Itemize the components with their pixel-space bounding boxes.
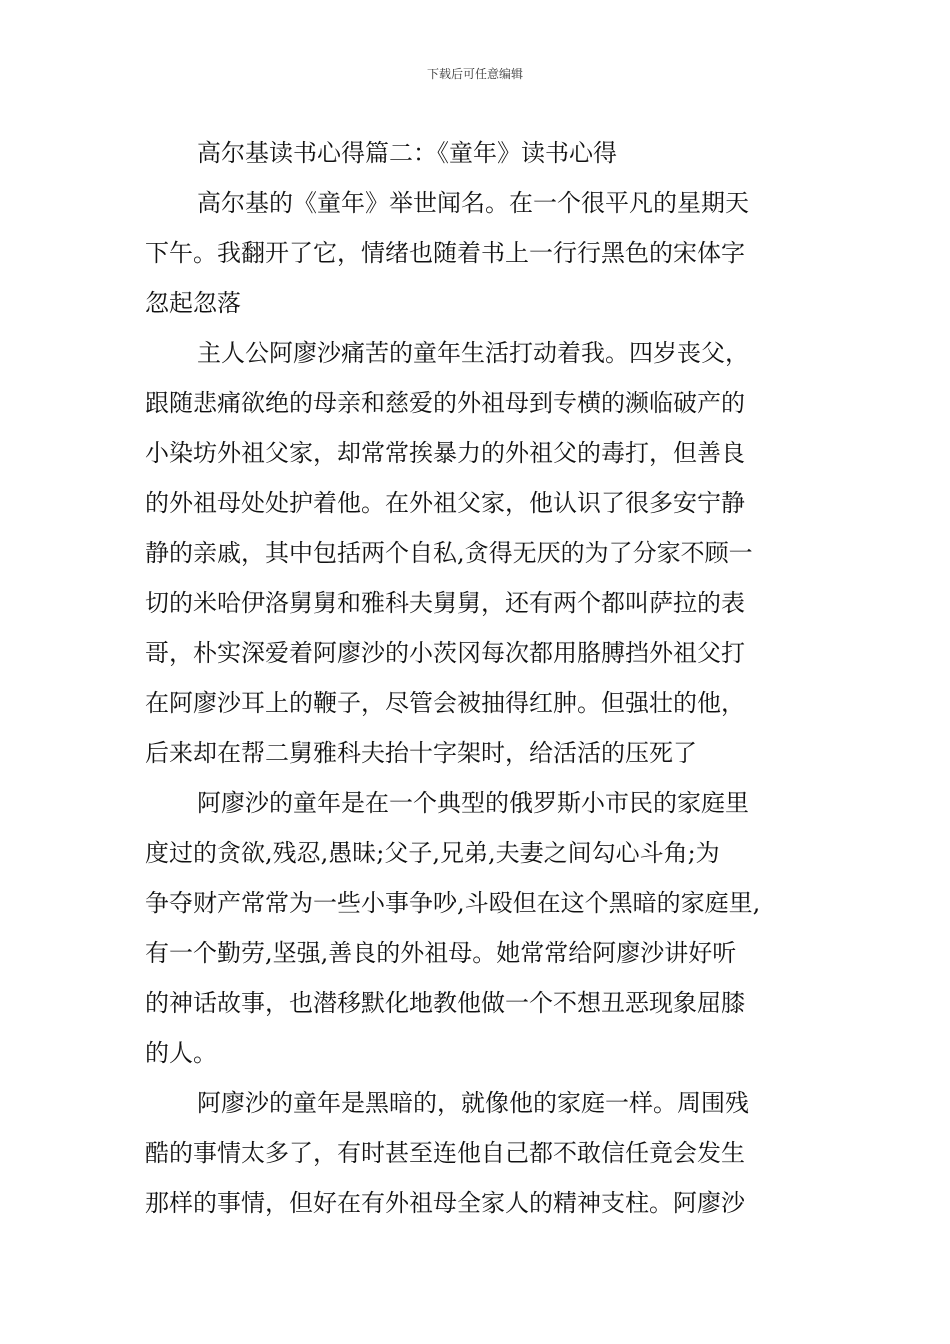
header-note: 下载后可任意编辑 <box>426 67 523 81</box>
paragraph-line: 静的亲戚，其中包括两个自私,贪得无厌的为了分家不顾一 <box>145 539 753 567</box>
paragraph <box>145 778 811 1078</box>
paragraph-line: 在阿廖沙耳上的鞭子，尽管会被抽得红肿。但强壮的他， <box>145 689 745 717</box>
paragraph-line: 争夺财产常常为一些小事争吵,斗殴但在这个黑暗的家庭里, <box>145 889 761 917</box>
paragraph-line: 的人。 <box>145 1039 217 1067</box>
paragraph-line: 度过的贪欲,残忍,愚昧;父子,兄弟,夫妻之间勾心斗角;为 <box>145 839 720 867</box>
paragraph <box>145 1078 811 1228</box>
paragraph-line: 有一个勤劳,坚强,善良的外祖母。她常常给阿廖沙讲好听 <box>145 939 737 967</box>
document-body <box>145 128 811 1228</box>
paragraph-line: 忽起忽落 <box>145 289 241 317</box>
paragraph-line: 酷的事情太多了，有时甚至连他自己都不敢信任竟会发生 <box>145 1139 745 1167</box>
paragraph-line: 那样的事情，但好在有外祖母全家人的精神支柱。阿廖沙 <box>145 1189 745 1217</box>
paragraph-line: 后来却在帮二舅雅科夫抬十字架时，给活活的压死了 <box>145 739 697 767</box>
paragraph <box>145 328 811 778</box>
paragraph-line: 小染坊外祖父家，却常常挨暴力的外祖父的毒打，但善良 <box>145 439 745 467</box>
paragraph-line: 哥，朴实深爱着阿廖沙的小茨冈每次都用胳膊挡外祖父打 <box>145 639 745 667</box>
paragraph-line: 的神话故事，也潜移默化地教他做一个不想丑恶现象屈膝 <box>145 989 745 1017</box>
paragraph <box>145 178 811 328</box>
paragraph-line: 主人公阿廖沙痛苦的童年生活打动着我。四岁丧父， <box>197 339 749 367</box>
document-title: 高尔基读书心得篇二：《童年》读书心得 <box>197 139 617 167</box>
paragraph-line: 阿廖沙的童年是在一个典型的俄罗斯小市民的家庭里 <box>197 789 749 817</box>
paragraph-line: 跟随悲痛欲绝的母亲和慈爱的外祖母到专横的濒临破产的 <box>145 389 745 417</box>
paragraph-line: 的外祖母处处护着他。在外祖父家，他认识了很多安宁静 <box>145 489 745 517</box>
paragraph-line: 阿廖沙的童年是黑暗的，就像他的家庭一样。周围残 <box>197 1089 749 1117</box>
paragraph-line: 下午。我翻开了它，情绪也随着书上一行行黑色的宋体字 <box>145 239 745 267</box>
paragraph-line: 高尔基的《童年》举世闻名。在一个很平凡的星期天 <box>197 189 749 217</box>
paragraph-line: 切的米哈伊洛舅舅和雅科夫舅舅，还有两个都叫萨拉的表 <box>145 589 745 617</box>
